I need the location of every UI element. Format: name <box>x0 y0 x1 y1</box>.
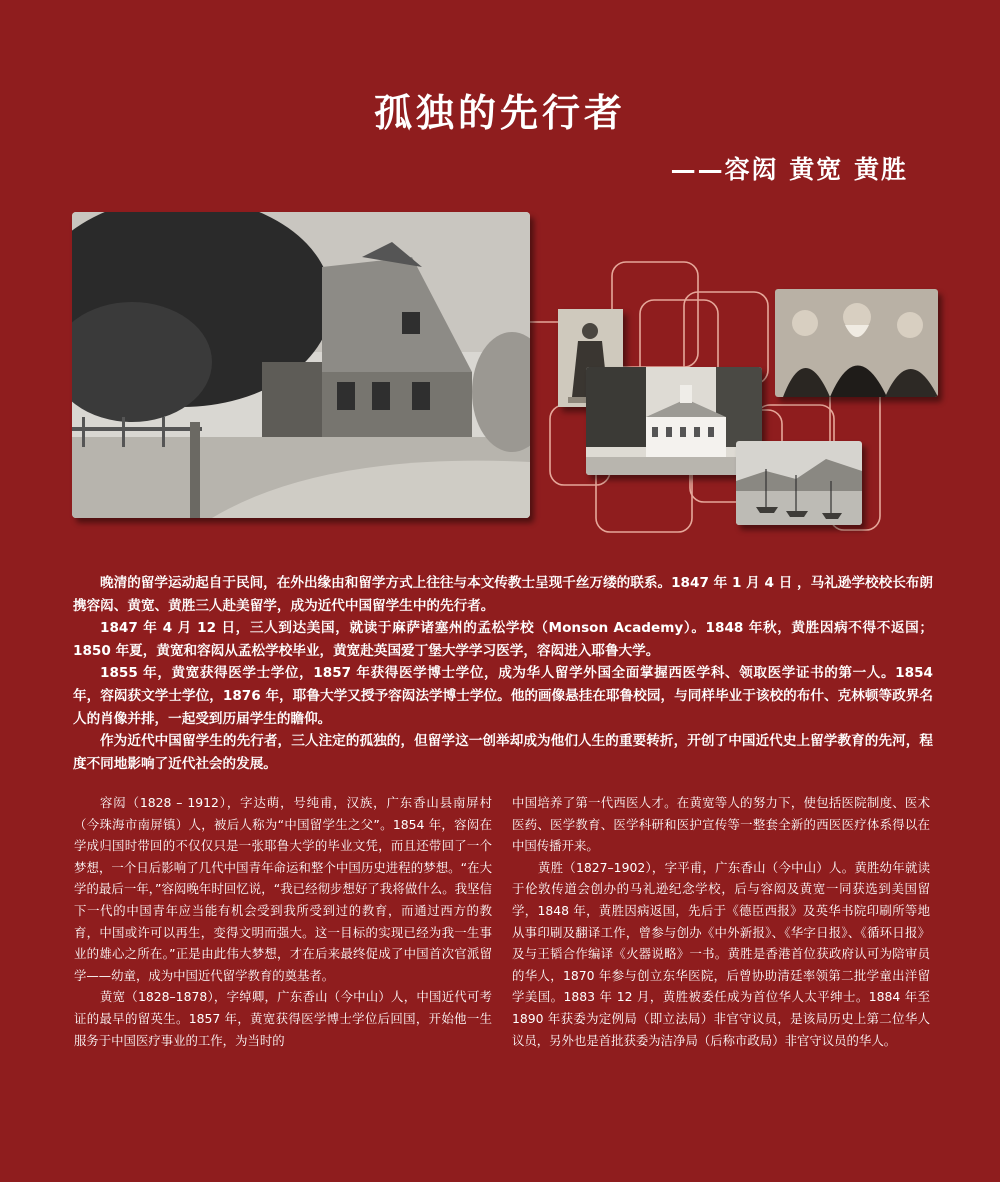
page-subtitle: ——容闳 黄宽 黄胜 <box>670 155 908 184</box>
biography-huang-kuan-continued: 中国培养了第一代西医人才。在黄宽等人的努力下，使包括医院制度、医术医药、医学教育、医学科研和医护宣传等一整套全新的西医医疗体系得以在中国传播开来。 <box>512 795 930 854</box>
intro-paragraph: 1855 年，黄宽获得医学士学位，1857 年获得医学博士学位，成为华人留学外国全面掌握西医学科、领取医学证书的第一人。1854 年，容闳获文学士学位，1876 年，耶鲁大学又授予容闳法学博士学位。他的画像悬挂在耶鲁校园，与同样毕业于该校的布什、克林顿等政界名人的肖像并排，一起受到历届学生的瞻仰。 <box>73 665 933 727</box>
three-men-portrait-photo <box>775 289 938 397</box>
page-title: 孤独的先行者 <box>373 90 626 135</box>
intro-text <box>73 572 933 775</box>
biography-huang-kuan: 黄宽（1828–1878），字绰卿，广东香山（今中山）人，中国近代可考证的最早的留英生。1857 年，黄宽获得医学博士学位后回国，开始他一生服务于中国医疗事业的工作，为当时的 <box>74 989 492 1048</box>
intro-paragraph: 1847 年 4 月 12 日，三人到达美国，就读于麻萨诸塞州的孟松学校（Monson Academy）。1848 年秋，黄胜因病不得不返国；1850 年夏，黄宽和容闳从孟松学校毕业，黄宽赴英国爱丁堡大学学习医学，容闳进入耶鲁大学。 <box>73 620 933 659</box>
biography-rong-hong: 容闳（1828 – 1912），字达萌，号纯甫，汉族，广东香山县南屏村（今珠海市南屏镇）人，被后人称为“中国留学生之父”。1854 年，容闳在学成归国时带回的不仅仅只是一张耶鲁大学的毕业文凭，而且还带回了一个梦想，一个日后影响了几代中国青年命运和整个中国历史进程的梦想。“在大学的最后一年，”容闳晚年时回忆说，“我已经彻步想好了我将做什么。我坚信下一代的中国青年应当能有机会受到我所受到过的教育，而通过西方的教育，中国或许可以再生，变得文明而强大。这一目标的实现已经为我一生事业的雄心之所在。”正是由此伟大梦想，才在后来最终促成了中国首次官派留学——幼童，成为中国近代留学教育的奠基者。 <box>74 795 492 983</box>
intro-paragraph: 晚清的留学运动起自于民间，在外出缘由和留学方式上往往与本文传教士呈现千丝万缕的联系。1847 年 1 月 4 日 ，马礼逊学校校长布朗携容闳、黄宽、黄胜三人赴美留学，成为近代中国留学生中的先行者。 <box>73 575 933 614</box>
right-column <box>512 792 930 1051</box>
old-house-photo <box>72 212 530 518</box>
intro-paragraph: 作为近代中国留学生的先行者，三人注定的孤独的，但留学这一创举却成为他们人生的重要转折，开创了中国近代史上留学教育的先河，程度不同地影响了近代社会的发展。 <box>73 733 933 772</box>
harbor-scene-photo <box>736 441 862 525</box>
left-column <box>74 792 492 1051</box>
biography-huang-sheng: 黄胜（1827–1902），字平甫，广东香山（今中山）人。黄胜幼年就读于伦敦传道会创办的马礼逊纪念学校，后与容闳及黄宽一同获选到美国留学，1848 年，黄胜因病返国，先后于《德臣西报》及英华书院印刷所等地从事印刷及翻译工作，曾参与创办《中外新报》、《华字日报》、《循环日报》及与王韬合作编译《火器说略》一书。黄胜是香港首位获政府认可为陪审员的华人，1870 年参与创立东华医院，后曾协助清廷率领第二批学童出洋留学美国。1883 年 12 月，黄胜被委任成为首位华人太平绅士。1884 年至 1890 年获委为定例局（即立法局）非官守议员，是该局历史上第二位华人议员，另外也是首批获委为洁净局（后称市政局）非官守议员的华人。 <box>512 859 930 1048</box>
